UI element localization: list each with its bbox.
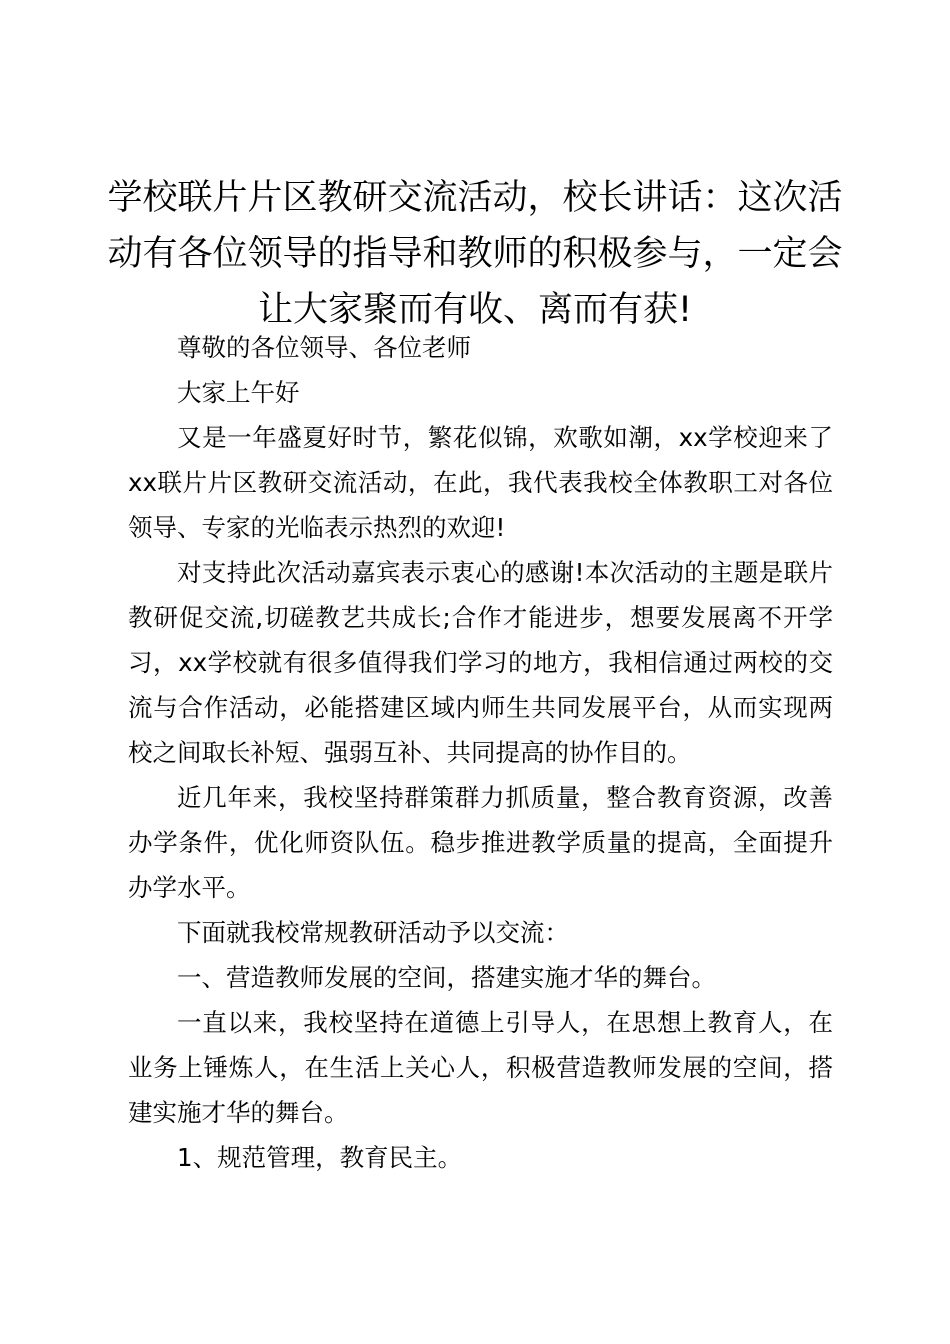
section-heading-1: 一、营造教师发展的空间，搭建实施才华的舞台。 <box>177 963 716 992</box>
paragraph-intro-exchange: 下面就我校常规教研活动予以交流： <box>177 918 569 947</box>
greeting: 大家上午好 <box>177 378 300 407</box>
paragraph-thanks-theme: 对支持此次活动嘉宾表示衷心的感谢!本次活动的主题是联片教研促交流,切磋教艺共成长;合作才能进步，想要发展离不开学习，xx学校就有很多值得我们学习的地方，我相信通过两校的交流与合作活动，必能搭建区域内师生共同发展平台，从而实现两校之间取长补短、强弱互补、共同提高的协作目的。 <box>128 558 833 767</box>
salutation: 尊敬的各位领导、各位老师 <box>177 333 471 362</box>
subsection-heading-1: 1、规范管理，教育民主。 <box>177 1143 463 1172</box>
document-body <box>128 325 833 1180</box>
paragraph-recent-years: 近几年来，我校坚持群策群力抓质量，整合教育资源，改善办学条件，优化师资队伍。稳步推进教学质量的提高，全面提升办学水平。 <box>128 783 833 902</box>
document-title: 学校联片片区教研交流活动，校长讲话：这次活动有各位领导的指导和教师的积极参与，一定会让大家聚而有收、离而有获! <box>107 178 843 330</box>
paragraph-teacher-development: 一直以来，我校坚持在道德上引导人，在思想上教育人，在业务上锤炼人，在生活上关心人，积极营造教师发展的空间，搭建实施才华的舞台。 <box>128 1008 833 1127</box>
paragraph-welcome: 又是一年盛夏好时节，繁花似锦，欢歌如潮，xx学校迎来了xx联片片区教研交流活动，在此，我代表我校全体教职工对各位领导、专家的光临表示热烈的欢迎! <box>128 423 833 542</box>
